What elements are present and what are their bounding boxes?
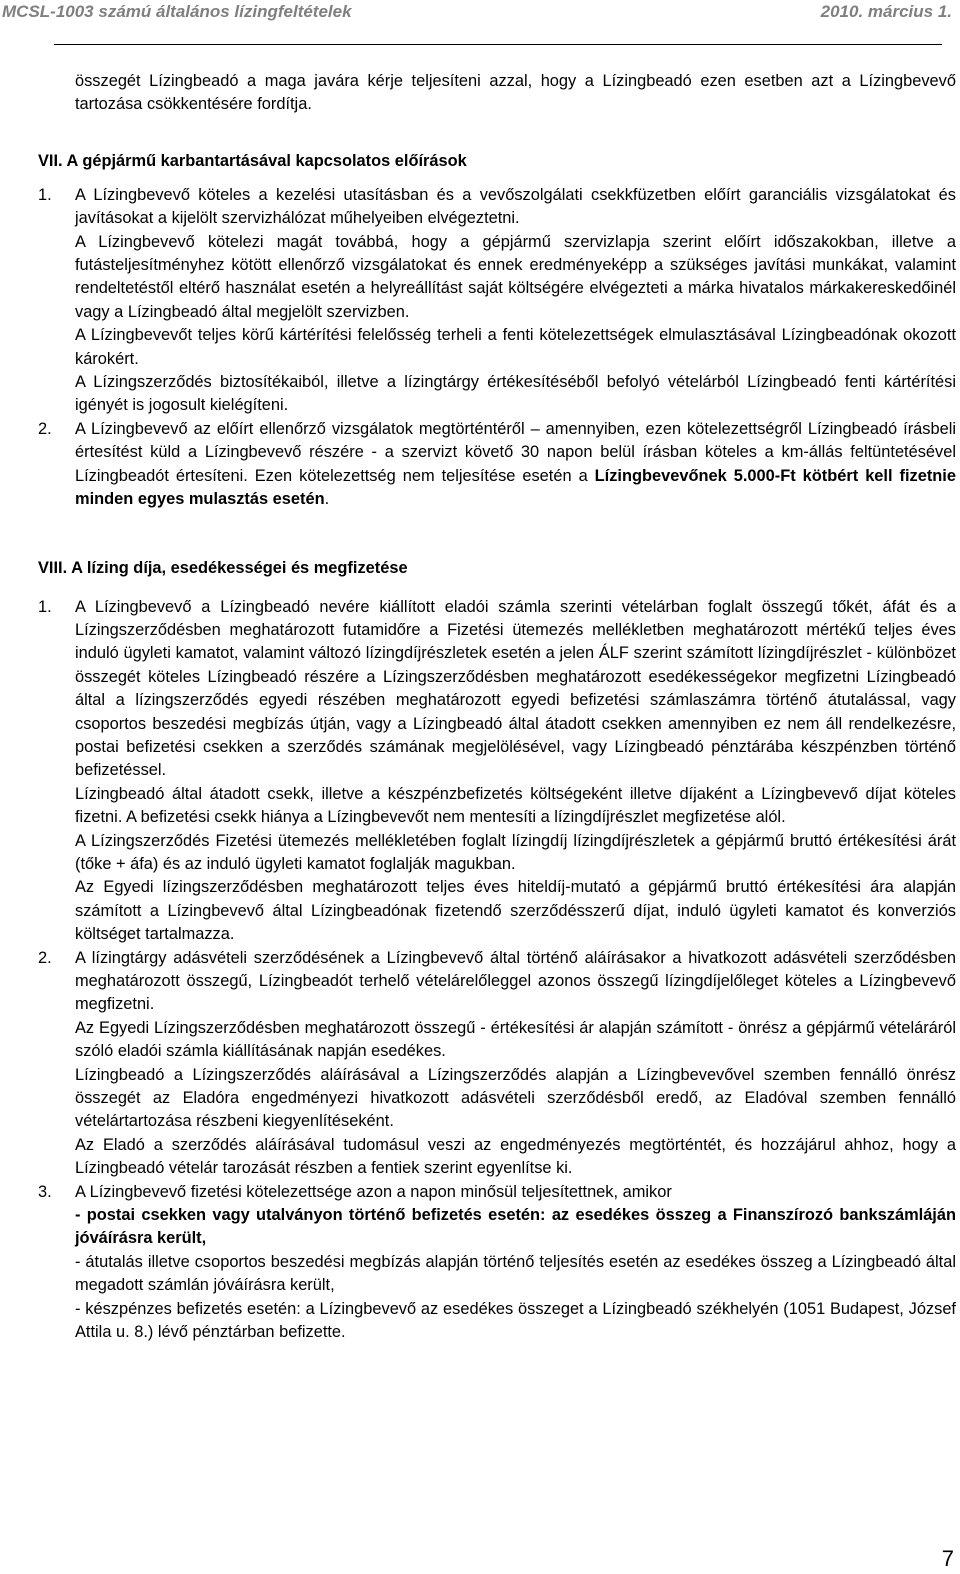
intro-paragraph: összegét Lízingbeadó a maga javára kérje teljesíteni azzal, hogy a Lízingbeadó ezen esetben azt a Lízingbevevő tartozása csökkentésére fordítja. bbox=[75, 72, 956, 114]
section-7-title: VII. A gépjármű karbantartásával kapcsolatos előírások bbox=[38, 151, 467, 170]
item-number: 2. bbox=[38, 419, 52, 438]
paragraph: Az Egyedi lízingszerződésben meghatározott teljes éves hiteldíj-mutató a gépjármű bruttó értékesítési ára alapján számított a Lízingbevevő által Lízingbeadónak fizetendő szerződésszerű díjat, induló ügyleti kamatot és konverziós költséget tartalmazza. bbox=[75, 878, 956, 944]
paragraph: - átutalás illetve csoportos beszedési megbízás alapján történő teljesítés esetén az esedékes összeg a Lízingbeadó által megadott számlán jóváírásra került, bbox=[75, 1252, 956, 1295]
document-title: MCSL-1003 számú általános lízingfeltételek bbox=[2, 2, 352, 21]
section-8-item-3 bbox=[38, 1181, 956, 1345]
paragraph bbox=[75, 418, 956, 512]
text-run: . bbox=[324, 490, 330, 509]
paragraph: A Lízingbevevő a Lízingbeadó nevére kiállított eladói számla szerinti vételárban foglalt összegű tőkét, áfát és a Lízingszerződésben meghatározott futamidőre a Fizetési ütemezés mellékletben meghatározott mértékű teljes éves induló ügyleti kamatot, valamint változó lízingdíjrészletek esetén a jelen ÁLF szerint számított lízingdíjrészlet - különbözet összegét köteles Lízingbeadó részére a Lízingszerződésben meghatározott esedékességekor megfizetni Lízingbeadó által a lízingszerződés egyedi részében meghatározott egyedi befizetési számlaszámra történő átutalással, vagy csoportos beszedési megbízás útján, vagy a Lízingbeadó által átadott csekken amennyiben ez nem áll rendelkezésre, postai befizetési csekken a szerződés számának megjelölésével, vagy Lízingbeadó pénztárába készpénzben történő befizetéssel. bbox=[75, 597, 956, 780]
paragraph: Az Eladó a szerződés aláírásával tudomásul veszi az engedményezés megtörténtét, és hozzájárul ahhoz, hogy a Lízingbeadó vételár tarozását részben a fentiek szerint egyenlítse ki. bbox=[75, 1135, 956, 1178]
document-date: 2010. március 1. bbox=[820, 2, 952, 21]
text-run: A Lízingbevevő az előírt ellenőrző vizsgálatok megtörténtéről – amennyiben, ezen kötelezettségről Lízingbeadó írásbeli értesítést küld a Lízingbevevő részére - a szervizt követő 30 napon belül írásban köteles a km-állás feltüntetésével Lízingbeadót értesíteni. Ezen kötelezettség nem teljesítése esetén a bbox=[75, 419, 956, 485]
section-8-item-1 bbox=[38, 596, 956, 947]
paragraph: Lízingbeadó által átadott csekk, illetve a készpénzbefizetés költségeként illetve díjaként a Lízingbevevő díjat köteles fizetni. A befizetési csekk hiánya a Lízingbevevőt nem mentesíti a lízingdíjrészlet megfizetése alól. bbox=[75, 784, 956, 827]
paragraph: Lízingbeadó a Lízingszerződés aláírásával a Lízingszerződés alapján a Lízingbevevővel szemben fennálló önrész összegét az Eladóra engedményezi hivatkozott adásvételi szerződésből eredő, az Eladóval szemben fennálló vételártartozása részbeni kiegyenlítéseként. bbox=[75, 1065, 956, 1131]
paragraph: Az Egyedi Lízingszerződésben meghatározott összegű - értékesítési ár alapján számított - önrész a gépjármű vételáráról szóló eladói számla kiállításának napján esedékes. bbox=[75, 1018, 956, 1061]
section-8-item-2 bbox=[38, 947, 956, 1181]
item-number: 2. bbox=[38, 948, 52, 967]
paragraph: - készpénzes befizetés esetén: a Lízingbevevő az esedékes összeget a Lízingbeadó székhelyén (1051 Budapest, József Attila u. 8.) lévő pénztárban befizette. bbox=[75, 1299, 956, 1342]
section-7-item-1 bbox=[38, 184, 956, 418]
section-8-title: VIII. A lízing díja, esedékességei és megfizetése bbox=[38, 558, 408, 577]
page-header bbox=[0, 0, 960, 24]
item-number: 1. bbox=[38, 597, 52, 616]
paragraph: A Lízingszerződés biztosítékaiból, illetve a lízingtárgy értékesítéséből befolyó vételárból Lízingbeadó fenti kártérítési igényét is jogosult kielégíteni. bbox=[75, 373, 956, 415]
header-divider bbox=[54, 44, 942, 45]
item-number: 3. bbox=[38, 1182, 52, 1201]
bold-paragraph: - postai csekken vagy utalványon történő befizetés esetén: az esedékes összeg a Finanszírozó bankszámláján jóváírásra került, bbox=[75, 1206, 956, 1248]
page-number: 7 bbox=[941, 1546, 954, 1571]
paragraph: A Lízingszerződés Fizetési ütemezés mellékletében foglalt lízingdíj lízingdíjrészletek a gépjármű bruttó értékesítési árát (tőke + áfa) és az induló ügyleti kamatot foglalják magukban. bbox=[75, 831, 956, 873]
bold-penalty-text: Lízingbevevőnek 5.000-Ft kötbért kell fizetnie minden egyes mulasztás esetén bbox=[75, 466, 956, 509]
item-number: 1. bbox=[38, 185, 52, 204]
section-7-item-2 bbox=[38, 418, 956, 512]
paragraph: A Lízingbevevőt teljes körű kártérítési felelősség terheli a fenti kötelezettségek elmulasztásával Lízingbeadónak okozott károkért. bbox=[75, 326, 956, 368]
paragraph: A Lízingbevevő köteles a kezelési utasításban és a vevőszolgálati csekkfüzetben előírt garanciális vizsgálatokat és javításokat a kijelölt szervizhálózat műhelyeiben elvégeztetni. bbox=[75, 185, 956, 228]
document-body bbox=[38, 70, 956, 1345]
paragraph: A lízingtárgy adásvételi szerződésének a Lízingbevevő által történő aláírásakor a hivatkozott adásvételi szerződésben meghatározott összegű, Lízingbeadót terhelő vételárelőleggel azonos összegű lízingdíjelőleget köteles a Lízingbevevő megfizetni. bbox=[75, 948, 956, 1014]
paragraph: A Lízingbevevő fizetési kötelezettsége azon a napon minősül teljesítettnek, amikor bbox=[75, 1182, 672, 1201]
paragraph: A Lízingbevevő kötelezi magát továbbá, hogy a gépjármű szervizlapja szerint előírt időszakokban, illetve a futásteljesítményhez kötött ellenőrző vizsgálatokat és ennek eredményeképp a szükséges javítási munkákat, valamint rendeltetéstől eltérő használat esetén a helyreállítást saját költségére elvégezteti a márka hivatalos márkakereskedőinél vagy a Lízingbeadó által megjelölt szervizben. bbox=[75, 232, 956, 321]
